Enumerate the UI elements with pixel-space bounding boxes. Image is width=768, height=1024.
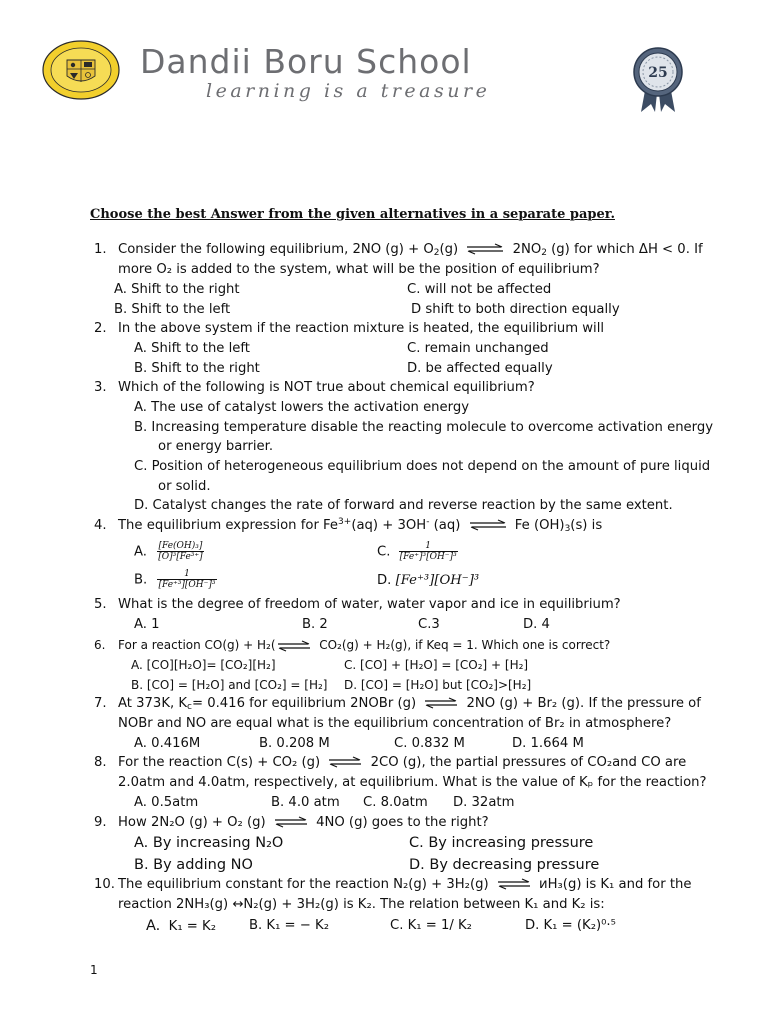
question-number: 9. [94,815,107,830]
q2-option-b[interactable]: B. Shift to the right [134,361,260,376]
q8-option-b[interactable]: B. 4.0 atm [271,795,340,810]
q8-option-a[interactable]: A. 0.5atm [134,795,199,810]
q7-option-d[interactable]: D. 1.664 M [512,736,584,751]
question-6-text: For a reaction CO(g) + H₂( CO₂(g) + H₂(g), if Keq = 1. Which one is correct? [118,638,611,652]
question-number: 8. [94,755,107,770]
q6-option-d[interactable]: D. [CO] = [H₂O] but [CO₂]>[H₂] [344,678,532,692]
q10-option-d[interactable]: D. K₁ = (K₂)⁰·⁵ [525,918,616,933]
q6-option-a[interactable]: A. [CO][H₂O]= [CO₂][H₂] [131,658,276,672]
q8-option-c[interactable]: C. 8.0atm [363,795,428,810]
q9-option-d[interactable]: D. By decreasing pressure [409,857,600,873]
question-4-text: The equilibrium expression for $Fe^{3+}(aq) + 3OH^-$ (aq) Fe $(OH)_3(s)$ is [118,517,603,534]
instruction-heading: Choose the best Answer from the given alternatives in a separate paper. [90,207,615,222]
q5-option-b[interactable]: B. 2 [302,617,328,632]
question-2-text: In the above system if the reaction mixture is heated, the equilibrium will [118,321,605,336]
q4-option-b[interactable]: B. $\frac{1}{\text{[Fe⁺³][OH⁻]³}}$ [134,569,216,590]
q8-option-d[interactable]: D. 32atm [453,795,515,810]
q4-option-c[interactable]: C. $\frac{1}{\text{[Fe⁺]³[OH⁻]³}}$ [377,541,457,562]
q9-option-a[interactable]: A. By increasing N₂O [134,835,284,851]
q3-option-c-cont: or solid. [158,479,211,494]
question-7-line-1: At 373K, $K_c= 0.416$ for equilibrium 2NOBr (g) 2NO (g) + Br₂ (g). If the pressure of [118,696,701,712]
equilibrium-arrow-icon [497,878,531,890]
question-1-line-2: more O₂ is added to the system, what will be the position of equilibrium? [118,262,600,277]
question-9-text: How 2N₂O (g) + O₂ (g) 4NO (g) goes to the right? [118,815,489,830]
q2-option-a[interactable]: A. Shift to the left [134,341,250,356]
q9-option-b[interactable]: B. By adding NO [134,857,253,873]
question-3-text: Which of the following is NOT true about chemical equilibrium? [118,380,535,395]
question-number: 4. [94,518,107,533]
badge-number: 25 [648,65,668,81]
q1-option-d[interactable]: D shift to both direction equally [411,302,620,317]
equilibrium-arrow-icon [274,816,308,828]
equilibrium-arrow-icon [328,756,362,768]
question-number: 7. [94,696,107,711]
q4-option-a[interactable]: A. $\frac{\text{[Fe(OH)₃]}}{\text{[O]³[Fe³⁺]}}$ [134,541,203,562]
school-seal-logo [42,40,120,100]
q7-option-a[interactable]: A. 0.416M [134,736,201,751]
school-motto: learning is a treasure [206,80,491,102]
question-8-line-2: 2.0atm and 4.0atm, respectively, at equilibrium. What is the value of Kₚ for the reaction? [118,775,707,790]
q2-option-d[interactable]: D. be affected equally [407,361,553,376]
q1-option-c[interactable]: C. will not be affected [407,282,552,297]
question-1-line-1: Consider the following equilibrium, 2NO $(g) + O_2(g)$ $2NO_2$ (g) for which ΔH < 0. If [118,242,703,258]
question-10-line-2: reaction 2NH₃(g) ↔N₂(g) + 3H₂(g) is K₂. The relation between K₁ and K₂ is: [118,897,605,912]
equilibrium-arrow-icon [466,243,504,255]
question-number: 3. [94,380,107,395]
question-number: 10. [94,877,115,892]
equilibrium-arrow-icon [277,640,311,652]
page-number: 1 [90,963,98,977]
question-5-text: What is the degree of freedom of water, water vapor and ice in equilibrium? [118,597,621,612]
question-number: 1. [94,242,107,257]
q1-option-b[interactable]: B. Shift to the left [114,302,231,317]
q2-option-c[interactable]: C. remain unchanged [407,341,549,356]
q10-option-c[interactable]: C. K₁ = 1/ K₂ [390,918,472,933]
q7-option-b[interactable]: B. 0.208 M [259,736,330,751]
q7-option-c[interactable]: C. 0.832 M [394,736,465,751]
q3-option-b[interactable]: B. Increasing temperature disable the reacting molecule to overcome activation energy [134,420,714,435]
question-7-line-2: NOBr and NO are equal what is the equilibrium concentration of Br₂ in atmosphere? [118,716,672,731]
equilibrium-arrow-icon [469,519,507,531]
q3-option-a[interactable]: A. The use of catalyst lowers the activation energy [134,400,470,415]
q1-option-a[interactable]: A. Shift to the right [114,282,240,297]
q5-option-a[interactable]: A. 1 [134,617,160,632]
q6-option-c[interactable]: C. [CO] + [H₂O] = [CO₂] + [H₂] [344,658,529,672]
equilibrium-arrow-icon [424,697,458,709]
question-number: 2. [94,321,107,336]
q3-option-b-cont: or energy barrier. [158,439,274,454]
q5-option-c[interactable]: C.3 [418,617,440,632]
question-10-line-1: The equilibrium constant for the reaction N₂(g) + 3H₂(g) ᴎH₃(g) is K₁ and for the [118,877,692,892]
q9-option-c[interactable]: C. By increasing pressure [409,835,594,851]
question-number: 6. [94,638,106,652]
q3-option-c[interactable]: C. Position of heterogeneous equilibrium does not depend on the amount of pure liquid [134,459,711,474]
q3-option-d[interactable]: D. Catalyst changes the rate of forward and reverse reaction by the same extent. [134,498,673,513]
q10-option-b[interactable]: B. K₁ = − K₂ [249,918,329,933]
question-number: 5. [94,597,107,612]
q4-option-d[interactable]: D. [Fe⁺³][OH⁻]³ [377,573,480,588]
anniversary-badge-logo [627,44,689,114]
question-8-line-1: For the reaction C(s) + CO₂ (g) 2CO (g), the partial pressures of CO₂and CO are [118,755,687,770]
q5-option-d[interactable]: D. 4 [523,617,550,632]
q10-option-a[interactable]: A. K₁ = K₂ [146,918,216,934]
q6-option-b[interactable]: B. [CO] = [H₂O] and [CO₂] = [H₂] [131,678,328,692]
school-name: Dandii Boru School [140,42,472,81]
